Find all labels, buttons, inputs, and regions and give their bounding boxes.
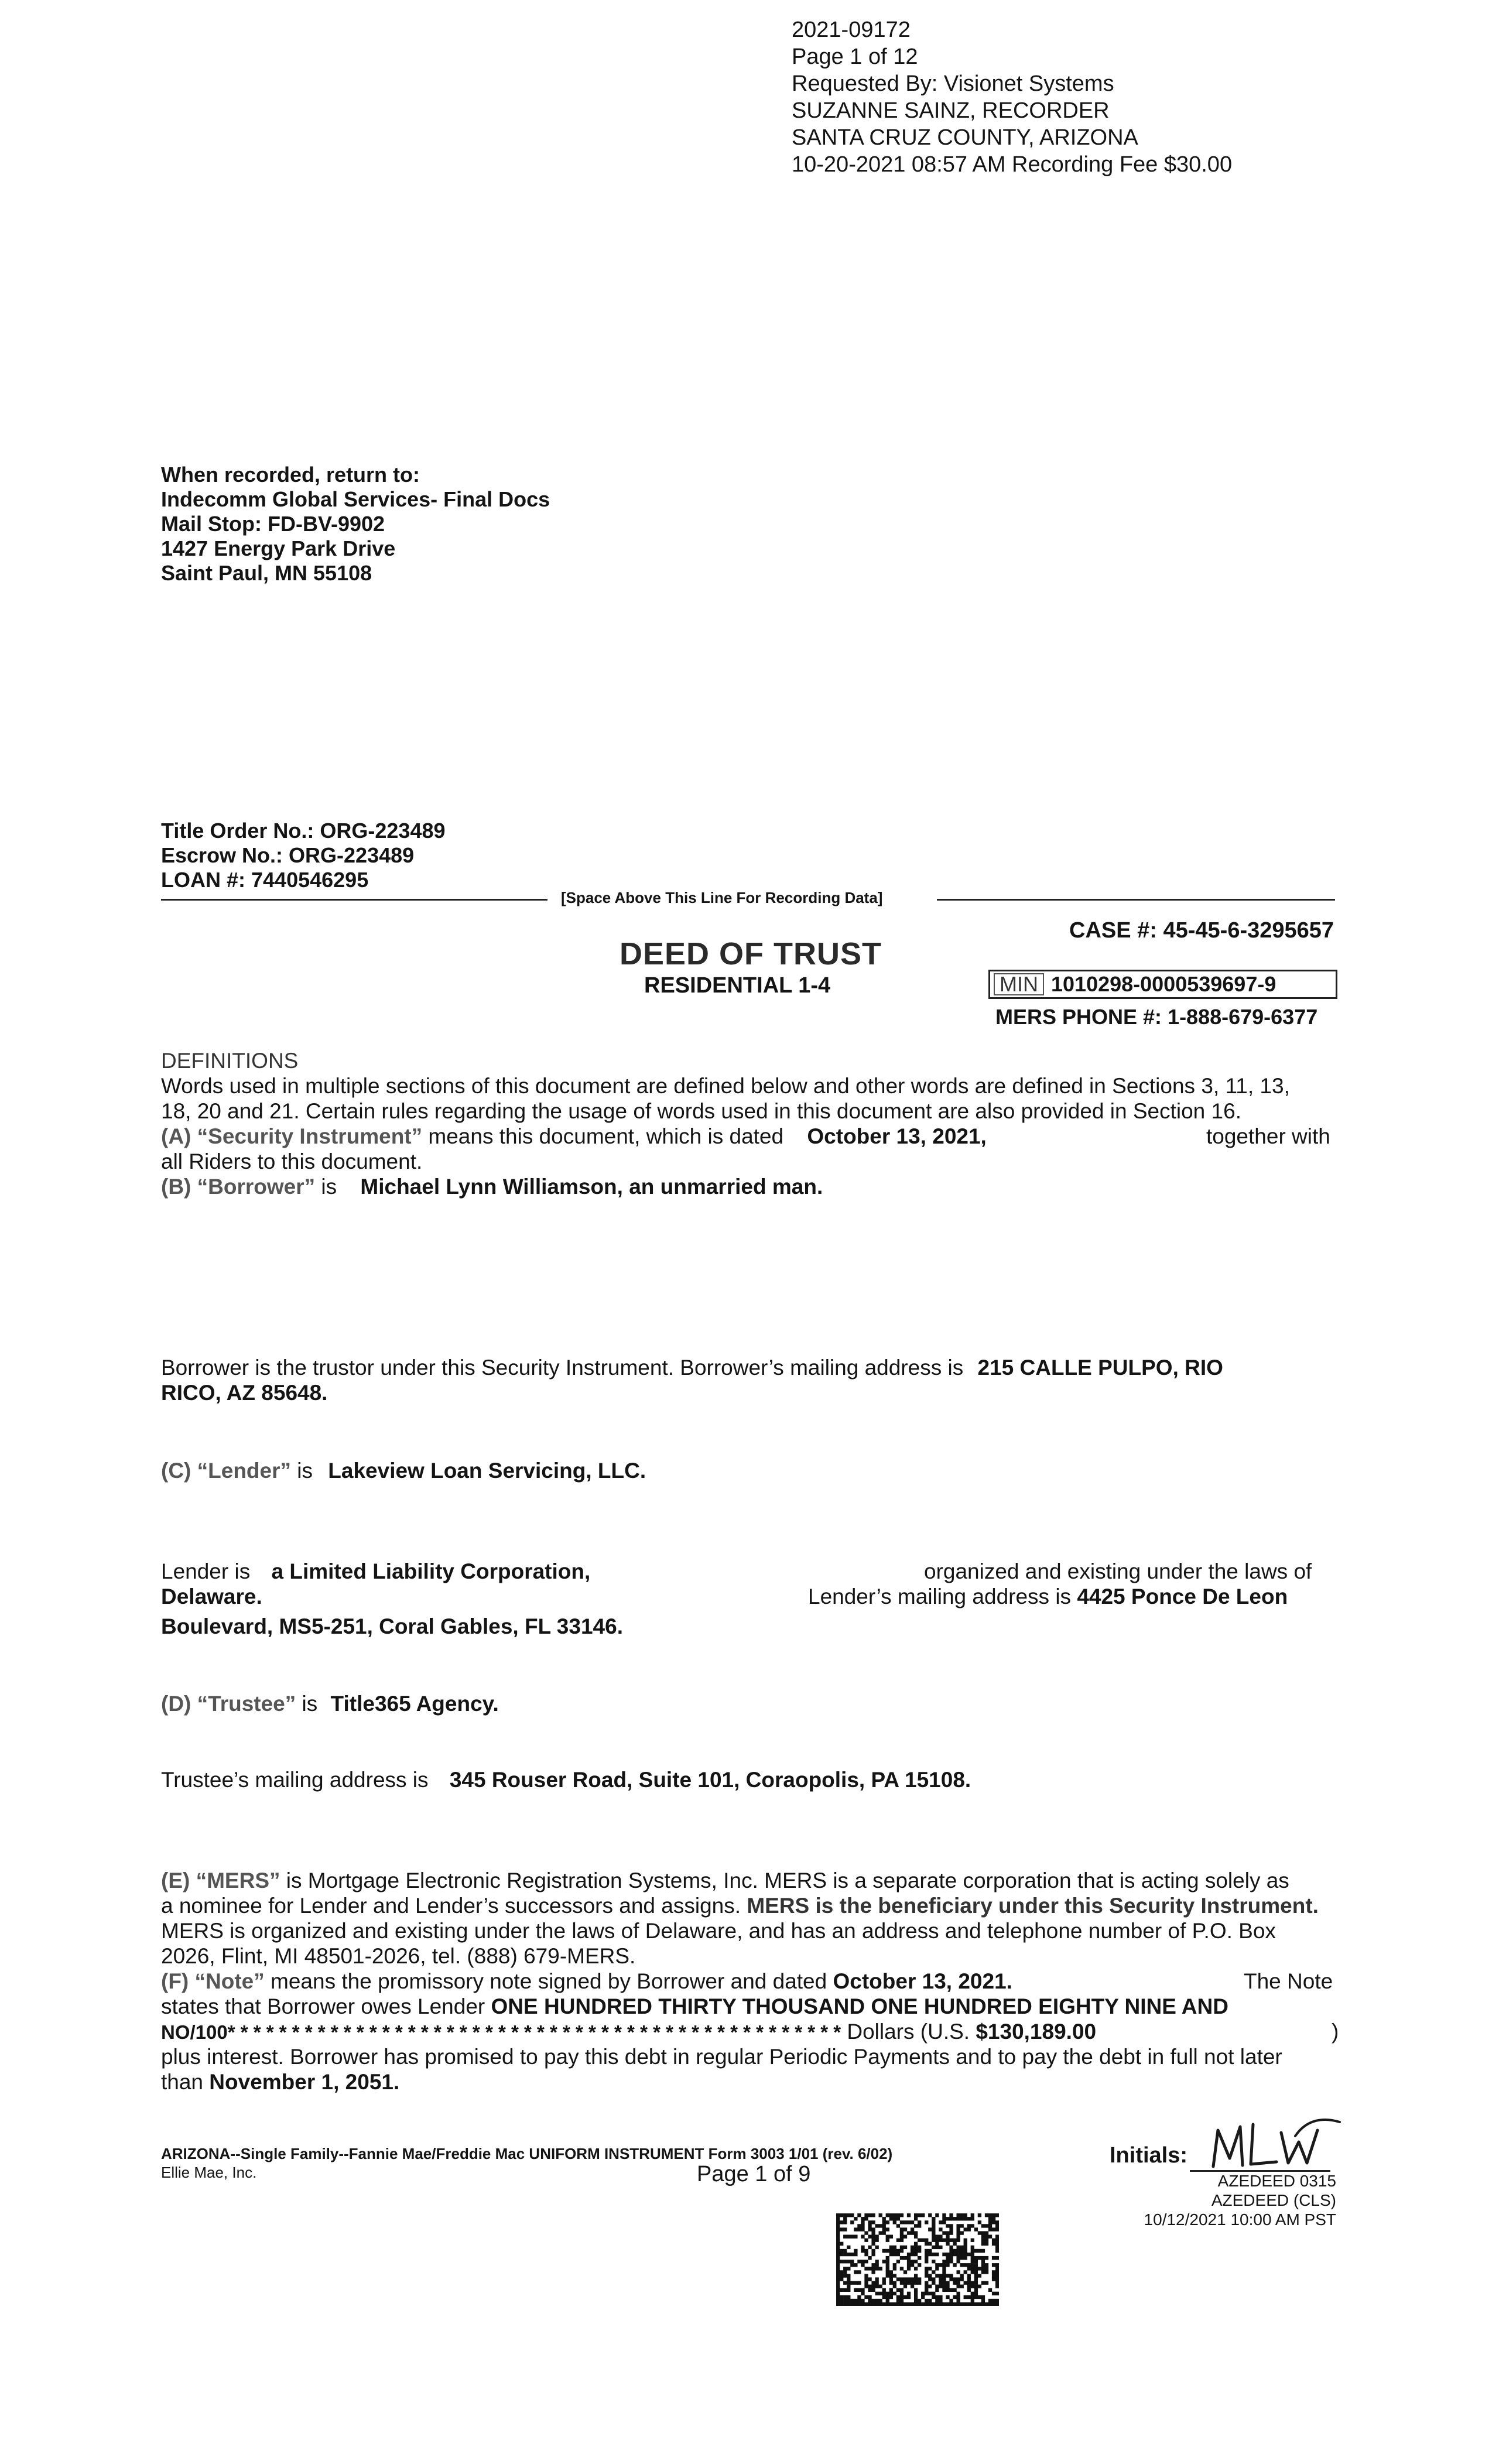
initials-label: Initials: [1110,2143,1188,2168]
document-title: DEED OF TRUST [620,936,882,971]
lender-address-1: 4425 Ponce De Leon [1077,1585,1288,1609]
definition-c-is: is [291,1459,319,1483]
security-instrument-date: October 13, 2021, [807,1124,987,1148]
lender-name: Lakeview Loan Servicing, LLC. [328,1459,646,1483]
maturity-date: November 1, 2051. [209,2070,400,2094]
note-date: October 13, 2021. [833,1969,1012,1993]
trustee-name: Title365 Agency. [330,1692,499,1716]
barcode-graphic [836,2213,999,2306]
lender-mailing-line [808,1584,1288,1610]
return-to-company: Indecomm Global Services- Final Docs [161,487,550,511]
recording-datetime-fee: 10-20-2021 08:57 AM Recording Fee $30.00 [792,152,1233,177]
definitions-intro-2: 18, 20 and 21. Certain rules regarding the usage of words used in this document are also provided in Section 16. [161,1099,1241,1123]
definition-b-is: is [315,1175,343,1199]
definition-f-label: (F) “Note” [161,1969,265,1993]
borrower-address-1: 215 CALLE PULPO, RIO [977,1356,1223,1380]
definition-a-together: together with [1206,1124,1330,1148]
note-no100: NO/100* * * * * * * * * * * * * * * * * * * * * * * * * * * * * * * * * * * * * * * * * * * * * * * * [161,2021,841,2043]
definition-a-text: means this document, which is dated [422,1124,790,1148]
lender-is-text: Lender is [161,1559,256,1583]
return-to-heading: When recorded, return to: [161,463,420,487]
note-dollars-text: Dollars (U.S. [841,2020,976,2044]
definition-d-line [161,1691,499,1717]
definition-e-line-3: MERS is organized and existing under the laws of Delaware, and has an address and telephone number of P.O. Box [161,1919,1276,1943]
note-amount-words: ONE HUNDRED THIRTY THOUSAND ONE HUNDRED EIGHTY NINE AND [491,1994,1228,2018]
definition-a-label: (A) “Security Instrument” [161,1124,423,1148]
trustee-address: 345 Rouser Road, Suite 101, Coraopolis, PA 15108. [449,1768,971,1792]
title-order-number: Title Order No.: ORG-223489 [161,819,446,843]
definition-e-label: (E) “MERS” [161,1868,280,1893]
mers-beneficiary-text: MERS is the beneficiary under this Security Instrument. [747,1894,1319,1918]
definitions-intro-1: Words used in multiple sections of this document are defined below and other words are defined in Sections 3, 11, 13, [161,1074,1290,1098]
definition-d-label: (D) “Trustee” [161,1692,296,1716]
loan-number: LOAN #: 7440546295 [161,868,369,892]
borrower-address-line [161,1355,1223,1381]
recording-doc-number: 2021-09172 [792,18,911,42]
definition-e-line-1 [161,1868,1289,1894]
return-to-block [161,463,550,586]
escrow-number: Escrow No.: ORG-223489 [161,843,415,867]
footer-form-name: ARIZONA--Single Family--Fannie Mae/Freddie Mac UNIFORM INSTRUMENT Form 3003 1/01 (rev. 6/02) [161,2145,893,2162]
lender-type-line [161,1559,590,1585]
footer-page-number: Page 1 of 9 [697,2162,811,2186]
lender-address-2: Boulevard, MS5-251, Coral Gables, FL 33146. [161,1614,623,1638]
definition-e-text-1: is Mortgage Electronic Registration Systems, Inc. MERS is a separate corporation that is acting solely as [280,1868,1289,1893]
form-codes [1130,2171,1336,2229]
definition-f-than: than [161,2070,210,2094]
recording-county: SANTA CRUZ COUNTY, ARIZONA [792,125,1138,150]
min-value: 1010298-0000539697-9 [1051,972,1276,996]
definition-b-label: (B) “Borrower” [161,1175,316,1199]
definition-f-owes: states that Borrower owes Lender [161,1994,491,2018]
barcode-icon [836,2213,999,2306]
form-code-2: AZEDEED (CLS) [1211,2191,1336,2209]
definition-f-line-3 [161,2019,1096,2045]
definitions-heading: DEFINITIONS [161,1049,299,1073]
definition-a-line [161,1124,987,1149]
note-amount: $130,189.00 [976,2020,1097,2044]
trustee-mailing-line [161,1767,971,1793]
definition-f-line-1 [161,1969,1012,1994]
definition-f-line-5 [161,2069,399,2095]
borrower-address-2: RICO, AZ 85648. [161,1381,328,1405]
form-code-3: 10/12/2021 10:00 AM PST [1144,2210,1336,2229]
definition-f-line-2 [161,1994,1228,2020]
initials-signature-drawing [1207,2113,1348,2177]
space-rule-left [161,899,547,901]
space-rule-right [937,899,1335,901]
trustee-mailing-text: Trustee’s mailing address is [161,1768,434,1792]
document-subtitle: RESIDENTIAL 1-4 [644,973,831,998]
recording-requested-by: Requested By: Visionet Systems [792,71,1114,96]
lender-organized-text: organized and existing under the laws of [924,1559,1312,1583]
definition-f-text-1: means the promissory note signed by Borrower and dated [264,1969,833,1993]
lender-state: Delaware. [161,1585,262,1609]
definition-d-is: is [296,1692,324,1716]
definition-a-riders: all Riders to this document. [161,1149,423,1173]
recording-page: Page 1 of 12 [792,45,918,69]
definition-b-line [161,1174,823,1200]
case-number: CASE #: 45-45-6-3295657 [1069,918,1334,943]
definition-c-line [161,1458,646,1484]
definition-e-text-2a: a nominee for Lender and Lender’s successors and assigns. [161,1894,747,1918]
return-to-city: Saint Paul, MN 55108 [161,561,372,585]
lender-type: a Limited Liability Corporation, [271,1559,591,1583]
min-label: MIN [994,973,1044,995]
recording-recorder: SUZANNE SAINZ, RECORDER [792,98,1110,123]
definition-f-the-note: The Note [1244,1969,1333,1993]
form-code-1: AZEDEED 0315 [1217,2172,1336,2190]
min-box [988,970,1337,999]
space-above-label: [Space Above This Line For Recording Data] [557,889,886,907]
return-to-street: 1427 Energy Park Drive [161,536,396,560]
mers-phone: MERS PHONE #: 1-888-679-6377 [995,1005,1318,1029]
borrower-trustor-text: Borrower is the trustor under this Security Instrument. Borrower’s mailing address is [161,1356,970,1380]
return-to-mailstop: Mail Stop: FD-BV-9902 [161,512,385,536]
footer-vendor: Ellie Mae, Inc. [161,2164,257,2181]
definition-c-label: (C) “Lender” [161,1459,291,1483]
borrower-name: Michael Lynn Williamson, an unmarried man. [360,1175,823,1199]
order-numbers-block [161,819,446,892]
definition-e-line-4: 2026, Flint, MI 48501-2026, tel. (888) 679-MERS. [161,1944,636,1968]
recording-stamp [792,16,1232,178]
definition-e-line-2 [161,1893,1319,1919]
definition-f-line-4: plus interest. Borrower has promised to pay this debt in regular Periodic Payments and to pay the debt in full not later [161,2045,1282,2069]
lender-mailing-text: Lender’s mailing address is [808,1585,1077,1609]
note-amount-paren: ) [1332,2020,1339,2044]
